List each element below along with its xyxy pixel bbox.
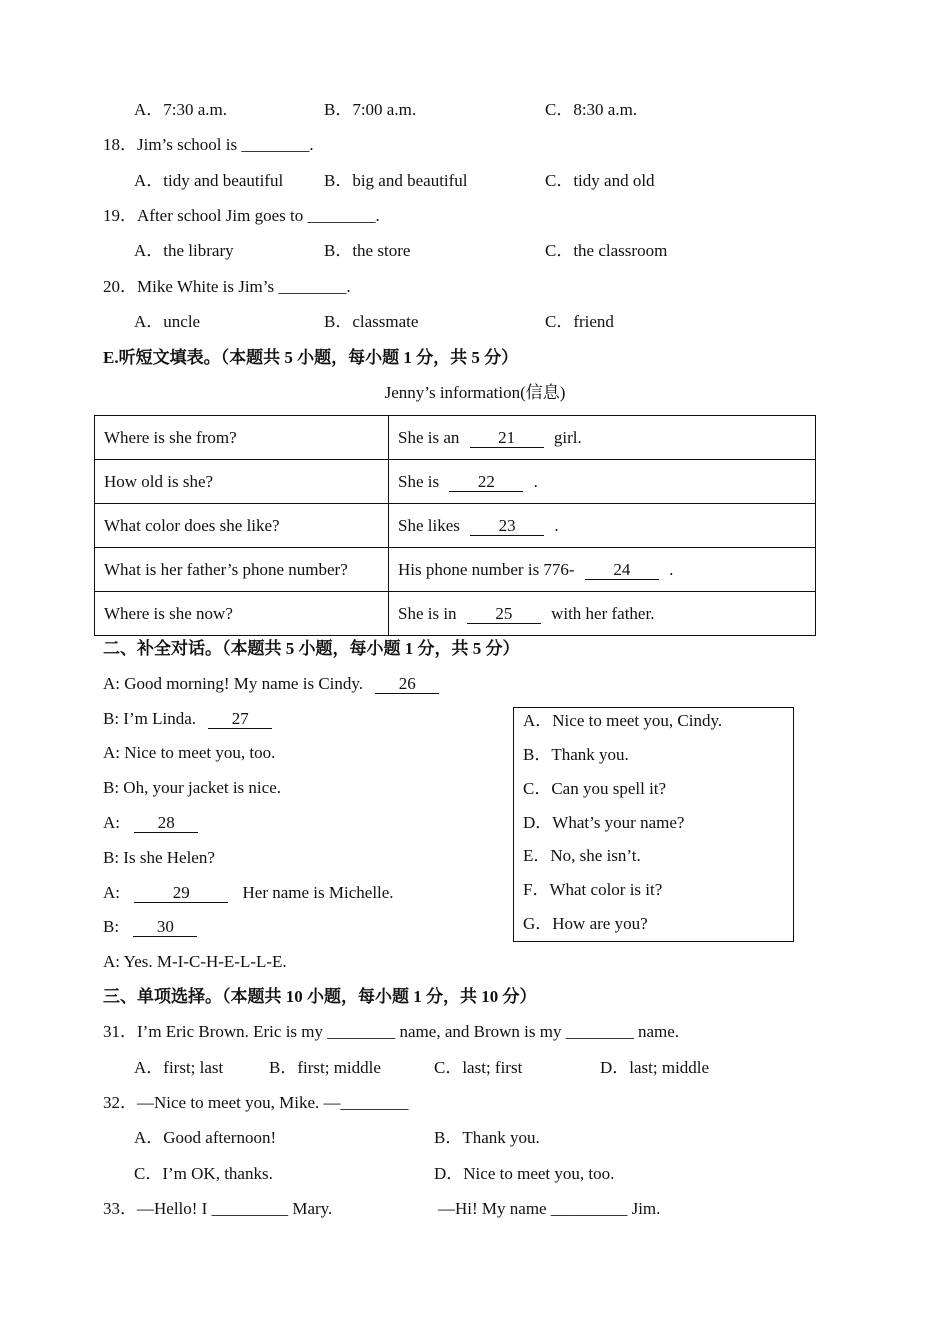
answer-prefix: She likes [398,515,460,535]
dialog-line-6: B: Is she Helen? [103,848,215,867]
q20-option-a: A．uncle [134,312,201,331]
q19-option-c: C．the classroom [545,241,668,260]
dialog-text: A: [103,883,120,902]
q17-option-a: A．7:30 a.m. [134,100,228,119]
blank-23[interactable]: 23 [470,517,544,536]
table-answer [389,504,816,548]
table-question: How old is she? [95,460,389,504]
blank-22[interactable]: 22 [449,473,523,492]
answer-suffix: girl. [553,427,582,447]
blank-27[interactable]: 27 [208,710,272,729]
q18-option-c: C．tidy and old [545,171,655,190]
dialog-option-e: E．No, she isn’t. [523,846,641,865]
q19-option-b: B．the store [324,241,411,260]
table-answer [389,416,816,460]
dialog-option-c: C．Can you spell it? [523,779,667,798]
answer-prefix: She is an [398,427,460,447]
table-row [95,460,816,504]
table-title: Jenny’s information(信息) [384,383,566,402]
blank-25[interactable]: 25 [467,605,541,624]
q32-option-b: B．Thank you. [434,1128,540,1147]
blank-26[interactable]: 26 [375,675,439,694]
section-e-heading: E.听短文填表。（本题共 5 小题，每小题 1 分，共 5 分） [103,348,519,367]
q31-text: 31．I’m Eric Brown. Eric is my ________ name, and Brown is my ________ name. [103,1022,680,1041]
dialog-option-b: B．Thank you. [523,745,629,764]
q32-option-d: D．Nice to meet you, too. [434,1164,615,1183]
blank-29[interactable]: 29 [134,884,228,903]
q31-option-c: C．last; first [434,1058,523,1077]
dialog-line-2 [103,708,272,730]
answer-prefix: His phone number is 776- [398,559,575,579]
q20-text: 20．Mike White is Jim’s ________. [103,277,351,296]
section-2-heading: 二、补全对话。（本题共 5 小题，每小题 1 分，共 5 分） [103,639,520,658]
dialog-text: A: Good morning! My name is Cindy. [103,674,364,693]
dialog-line-7 [103,882,394,904]
dialog-line-9: A: Yes. M-I-C-H-E-L-L-E. [103,952,287,971]
table-question: What is her father’s phone number? [95,548,389,592]
q33-text-b: —Hi! My name _________ Jim. [438,1199,661,1218]
q20-option-b: B．classmate [324,312,419,331]
table-question: What color does she like? [95,504,389,548]
table-row [95,548,816,592]
q19-option-a: A．the library [134,241,234,260]
dialog-line-5 [103,812,198,834]
table-answer [389,592,816,636]
answer-suffix: with her father. [551,603,655,623]
table-answer [389,548,816,592]
q17-option-c: C．8:30 a.m. [545,100,638,119]
table-answer [389,460,816,504]
dialog-option-a: A．Nice to meet you, Cindy. [523,711,723,730]
dialog-line-8 [103,916,197,938]
dialog-text: A: [103,813,120,832]
blank-21[interactable]: 21 [470,429,544,448]
dialog-line-3: A: Nice to meet you, too. [103,743,276,762]
q31-option-d: D．last; middle [600,1058,710,1077]
answer-prefix: She is in [398,603,457,623]
q32-option-c: C．I’m OK, thanks. [134,1164,273,1183]
table-row [95,504,816,548]
table-row [95,416,816,460]
answer-suffix: . [554,515,559,535]
blank-28[interactable]: 28 [134,814,198,833]
answer-suffix: . [533,471,538,491]
info-table [94,415,816,636]
q18-option-b: B．big and beautiful [324,171,468,190]
dialog-text: Her name is Michelle. [242,883,394,902]
blank-24[interactable]: 24 [585,561,659,580]
dialog-text: B: [103,917,120,936]
q32-option-a: A．Good afternoon! [134,1128,277,1147]
q33-text: 33．—Hello! I _________ Mary. [103,1199,333,1218]
q18-text: 18．Jim’s school is ________. [103,135,314,154]
dialog-options-box [513,707,794,942]
dialog-line-1 [103,673,439,695]
dialog-option-f: F．What color is it? [523,880,663,899]
q31-option-b: B．first; middle [269,1058,381,1077]
table-question: Where is she from? [95,416,389,460]
q32-text: 32．—Nice to meet you, Mike. —________ [103,1093,409,1112]
answer-prefix: She is [398,471,440,491]
dialog-option-d: D．What’s your name? [523,813,685,832]
section-3-heading: 三、单项选择。（本题共 10 小题，每小题 1 分，共 10 分） [103,987,537,1006]
dialog-text: B: I’m Linda. [103,709,197,728]
q18-option-a: A．tidy and beautiful [134,171,284,190]
answer-suffix: . [669,559,674,579]
dialog-option-g: G．How are you? [523,914,648,933]
table-row [95,592,816,636]
q17-option-b: B．7:00 a.m. [324,100,417,119]
q20-option-c: C．friend [545,312,614,331]
table-question: Where is she now? [95,592,389,636]
blank-30[interactable]: 30 [133,918,197,937]
dialog-line-4: B: Oh, your jacket is nice. [103,778,281,797]
q31-option-a: A．first; last [134,1058,224,1077]
q19-text: 19．After school Jim goes to ________. [103,206,380,225]
